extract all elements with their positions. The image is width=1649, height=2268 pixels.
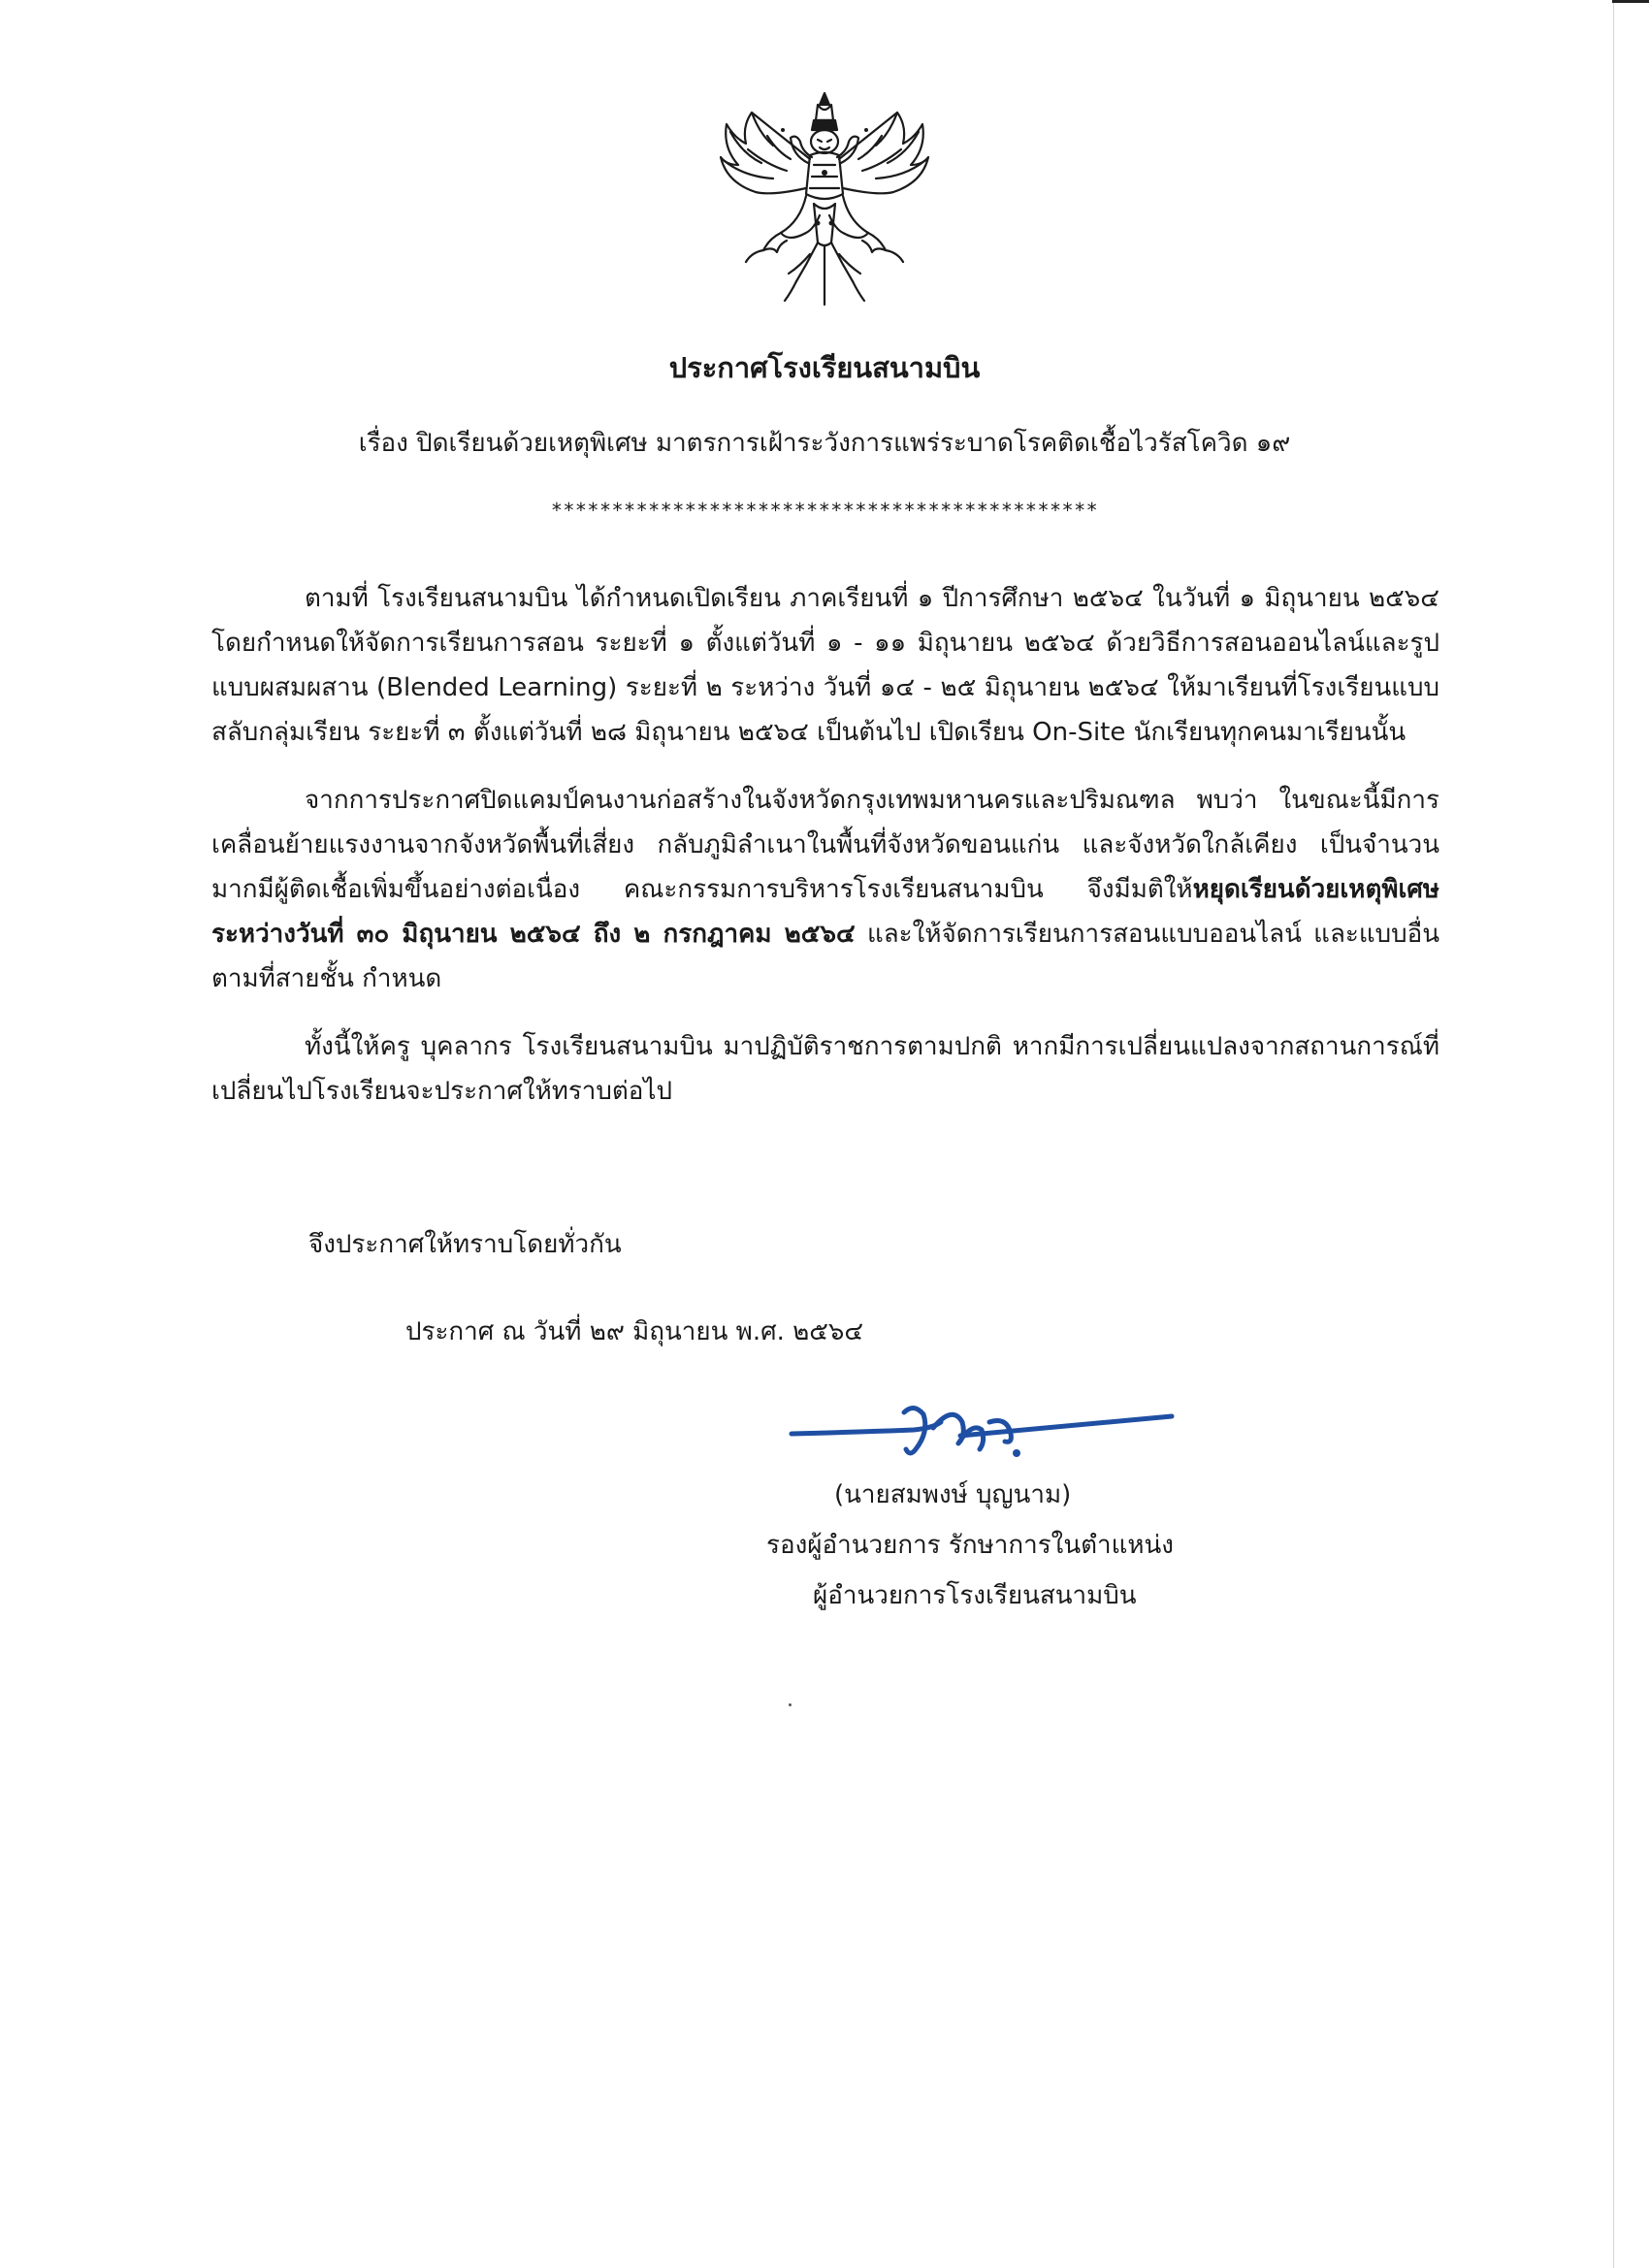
closing-line: จึงประกาศให้ทราบโดยทั่วกัน: [308, 1230, 622, 1259]
signer-name: (นายสมพงษ์ บุญนาม): [834, 1480, 1072, 1509]
paragraph-1: ตามที่ โรงเรียนสนามบิน ได้กำหนดเปิดเรียน ภาคเรียนที่ ๑ ปีการศึกษา ๒๕๖๔ ในวันที่ ๑ มิถุนายน ๒๕๖๔ โดยกำหนดให้จัดการเรียนการสอน ระยะที่ ๑ ตั้งแต่วันที่ ๑ - ๑๑ มิถุนายน ๒๕๖๔ ด้วยวิธีการสอนออนไลน์และรูปแบบผสมผสาน (Blended Learning) ระยะที่ ๒ ระหว่าง วันที่ ๑๔ - ๒๕ มิถุนายน ๒๕๖๔ ให้มาเรียนที่โรงเรียนแบบสลับกลุ่มเรียน ระยะที่ ๓ ตั้งแต่วันที่ ๒๘ มิถุนายน ๒๕๖๔ เป็นต้นไป เปิดเรียน On-Site นักเรียนทุกคนมาเรียนนั้น: [211, 584, 1439, 747]
separator-line: *********************************************: [550, 499, 1099, 522]
paragraph-2-text-after: และให้จัดการเรียนการสอนแบบออนไลน์ และแบบอื่นตามที่สายชั้น กำหนด: [211, 920, 1439, 993]
announcement-date: ประกาศ ณ วันที่ ๒๙ มิถุนายน พ.ศ. ๒๕๖๔: [405, 1317, 864, 1346]
announcement-title: ประกาศโรงเรียนสนามบิน: [668, 351, 981, 384]
scan-edge-line: [1613, 0, 1614, 2268]
scan-edge-mark: [1612, 0, 1649, 3]
signer-position-2: ผู้อำนวยการโรงเรียนสนามบิน: [813, 1581, 1137, 1610]
handwritten-signature: [788, 1393, 1176, 1471]
announcement-subject: เรื่อง ปิดเรียนด้วยเหตุพิเศษ มาตรการเฝ้าระวังการแพร่ระบาดโรคติดเชื้อไวรัสโควิด ๑๙: [358, 429, 1291, 458]
announcement-body: [211, 576, 1439, 1137]
scan-speck: [789, 1703, 792, 1706]
paragraph-2-bold-text: หยุดเรียนด้วยเหตุพิเศษ ระหว่างวันที่ ๓๐ มิถุนายน ๒๕๖๔ ถึง ๒ กรกฎาคม ๒๕๖๔: [211, 875, 1439, 949]
paragraph-2: [211, 778, 1439, 1001]
paragraph-3: ทั้งนี้ให้ครู บุคลากร โรงเรียนสนามบิน มาปฏิบัติราชการตามปกติ หากมีการเปลี่ยนแปลงจากสถานการณ์ที่เปลี่ยนไปโรงเรียนจะประกาศให้ทราบต่อไป: [211, 1032, 1439, 1106]
paragraph-2-text: จากการประกาศปิดแคมป์คนงานก่อสร้างในจังหวัดกรุงเทพมหานครและปริมณฑล พบว่า ในขณะนี้มีการเคลื่อนย้ายแรงงานจากจังหวัดพื้นที่เสี่ยง กลับภูมิลำเนาในพื้นที่จังหวัดขอนแก่น และจังหวัดใกล้เคียง เป็นจำนวนมากมีผู้ติดเชื้อเพิ่มขึ้นอย่างต่อเนื่อง คณะกรรมการบริหารโรงเรียนสนามบิน จึงมีมติให้: [211, 786, 1439, 904]
garuda-emblem-icon: [713, 87, 936, 310]
signer-position-1: รองผู้อำนวยการ รักษาการในตำแหน่ง: [766, 1531, 1174, 1560]
